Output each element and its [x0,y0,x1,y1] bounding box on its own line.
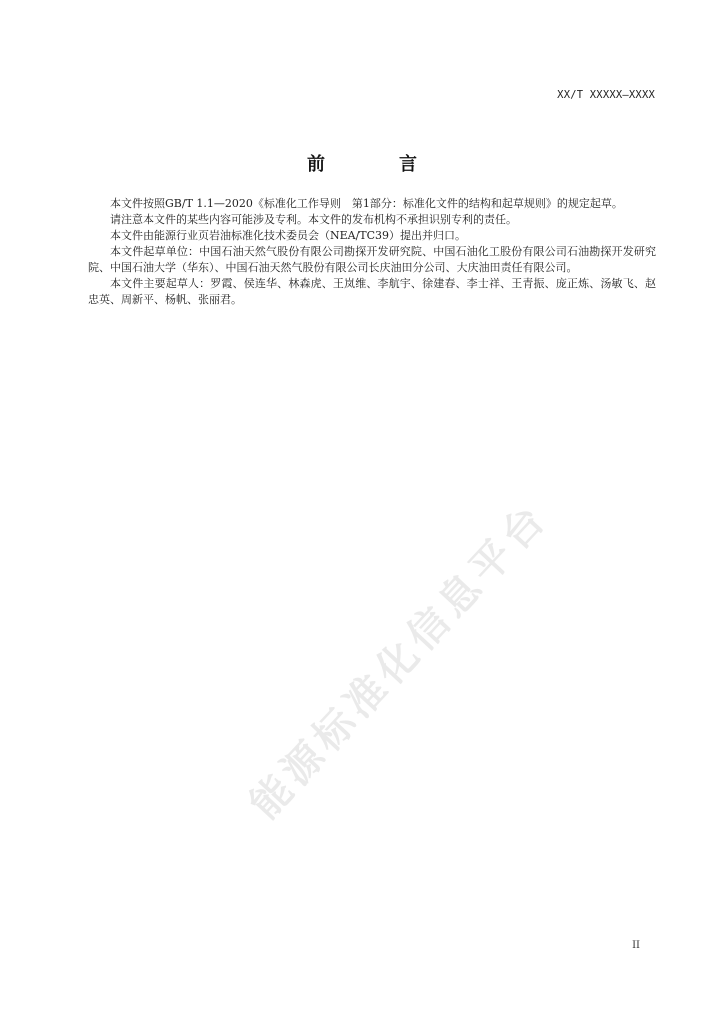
paragraph-drafters: 本文件主要起草人：罗霞、侯连华、林森虎、王岚维、李航宇、徐建春、李士祥、王青振、庞正炼、汤敏飞、赵忠英、周新平、杨帆、张丽君。 [88,277,656,306]
watermark-text: 能源标准化信息平台 [241,493,558,828]
page-number: II [632,940,640,951]
foreword-body [88,196,656,308]
paragraph-proposer: 本文件由能源行业页岩油标准化技术委员会（NEA/TC39）提出并归口。 [110,229,467,242]
page-title: 前 言 [307,154,445,175]
paragraph-drafting-rules: 本文件按照GB/T 1.1—2020《标准化工作导则 第1部分：标准化文件的结构和起草规则》的规定起草。 [110,197,623,210]
document-code: XX/T XXXXX—XXXX [557,89,655,101]
paragraph-patent-notice: 请注意本文件的某些内容可能涉及专利。本文件的发布机构不承担识别专利的责任。 [110,213,517,226]
paragraph-drafting-units: 本文件起草单位：中国石油天然气股份有限公司勘探开发研究院、中国石油化工股份有限公司石油勘探开发研究院、中国石油大学（华东）、中国石油天然气股份有限公司长庆油田分公司、大庆油田责任有限公司。 [88,245,656,274]
